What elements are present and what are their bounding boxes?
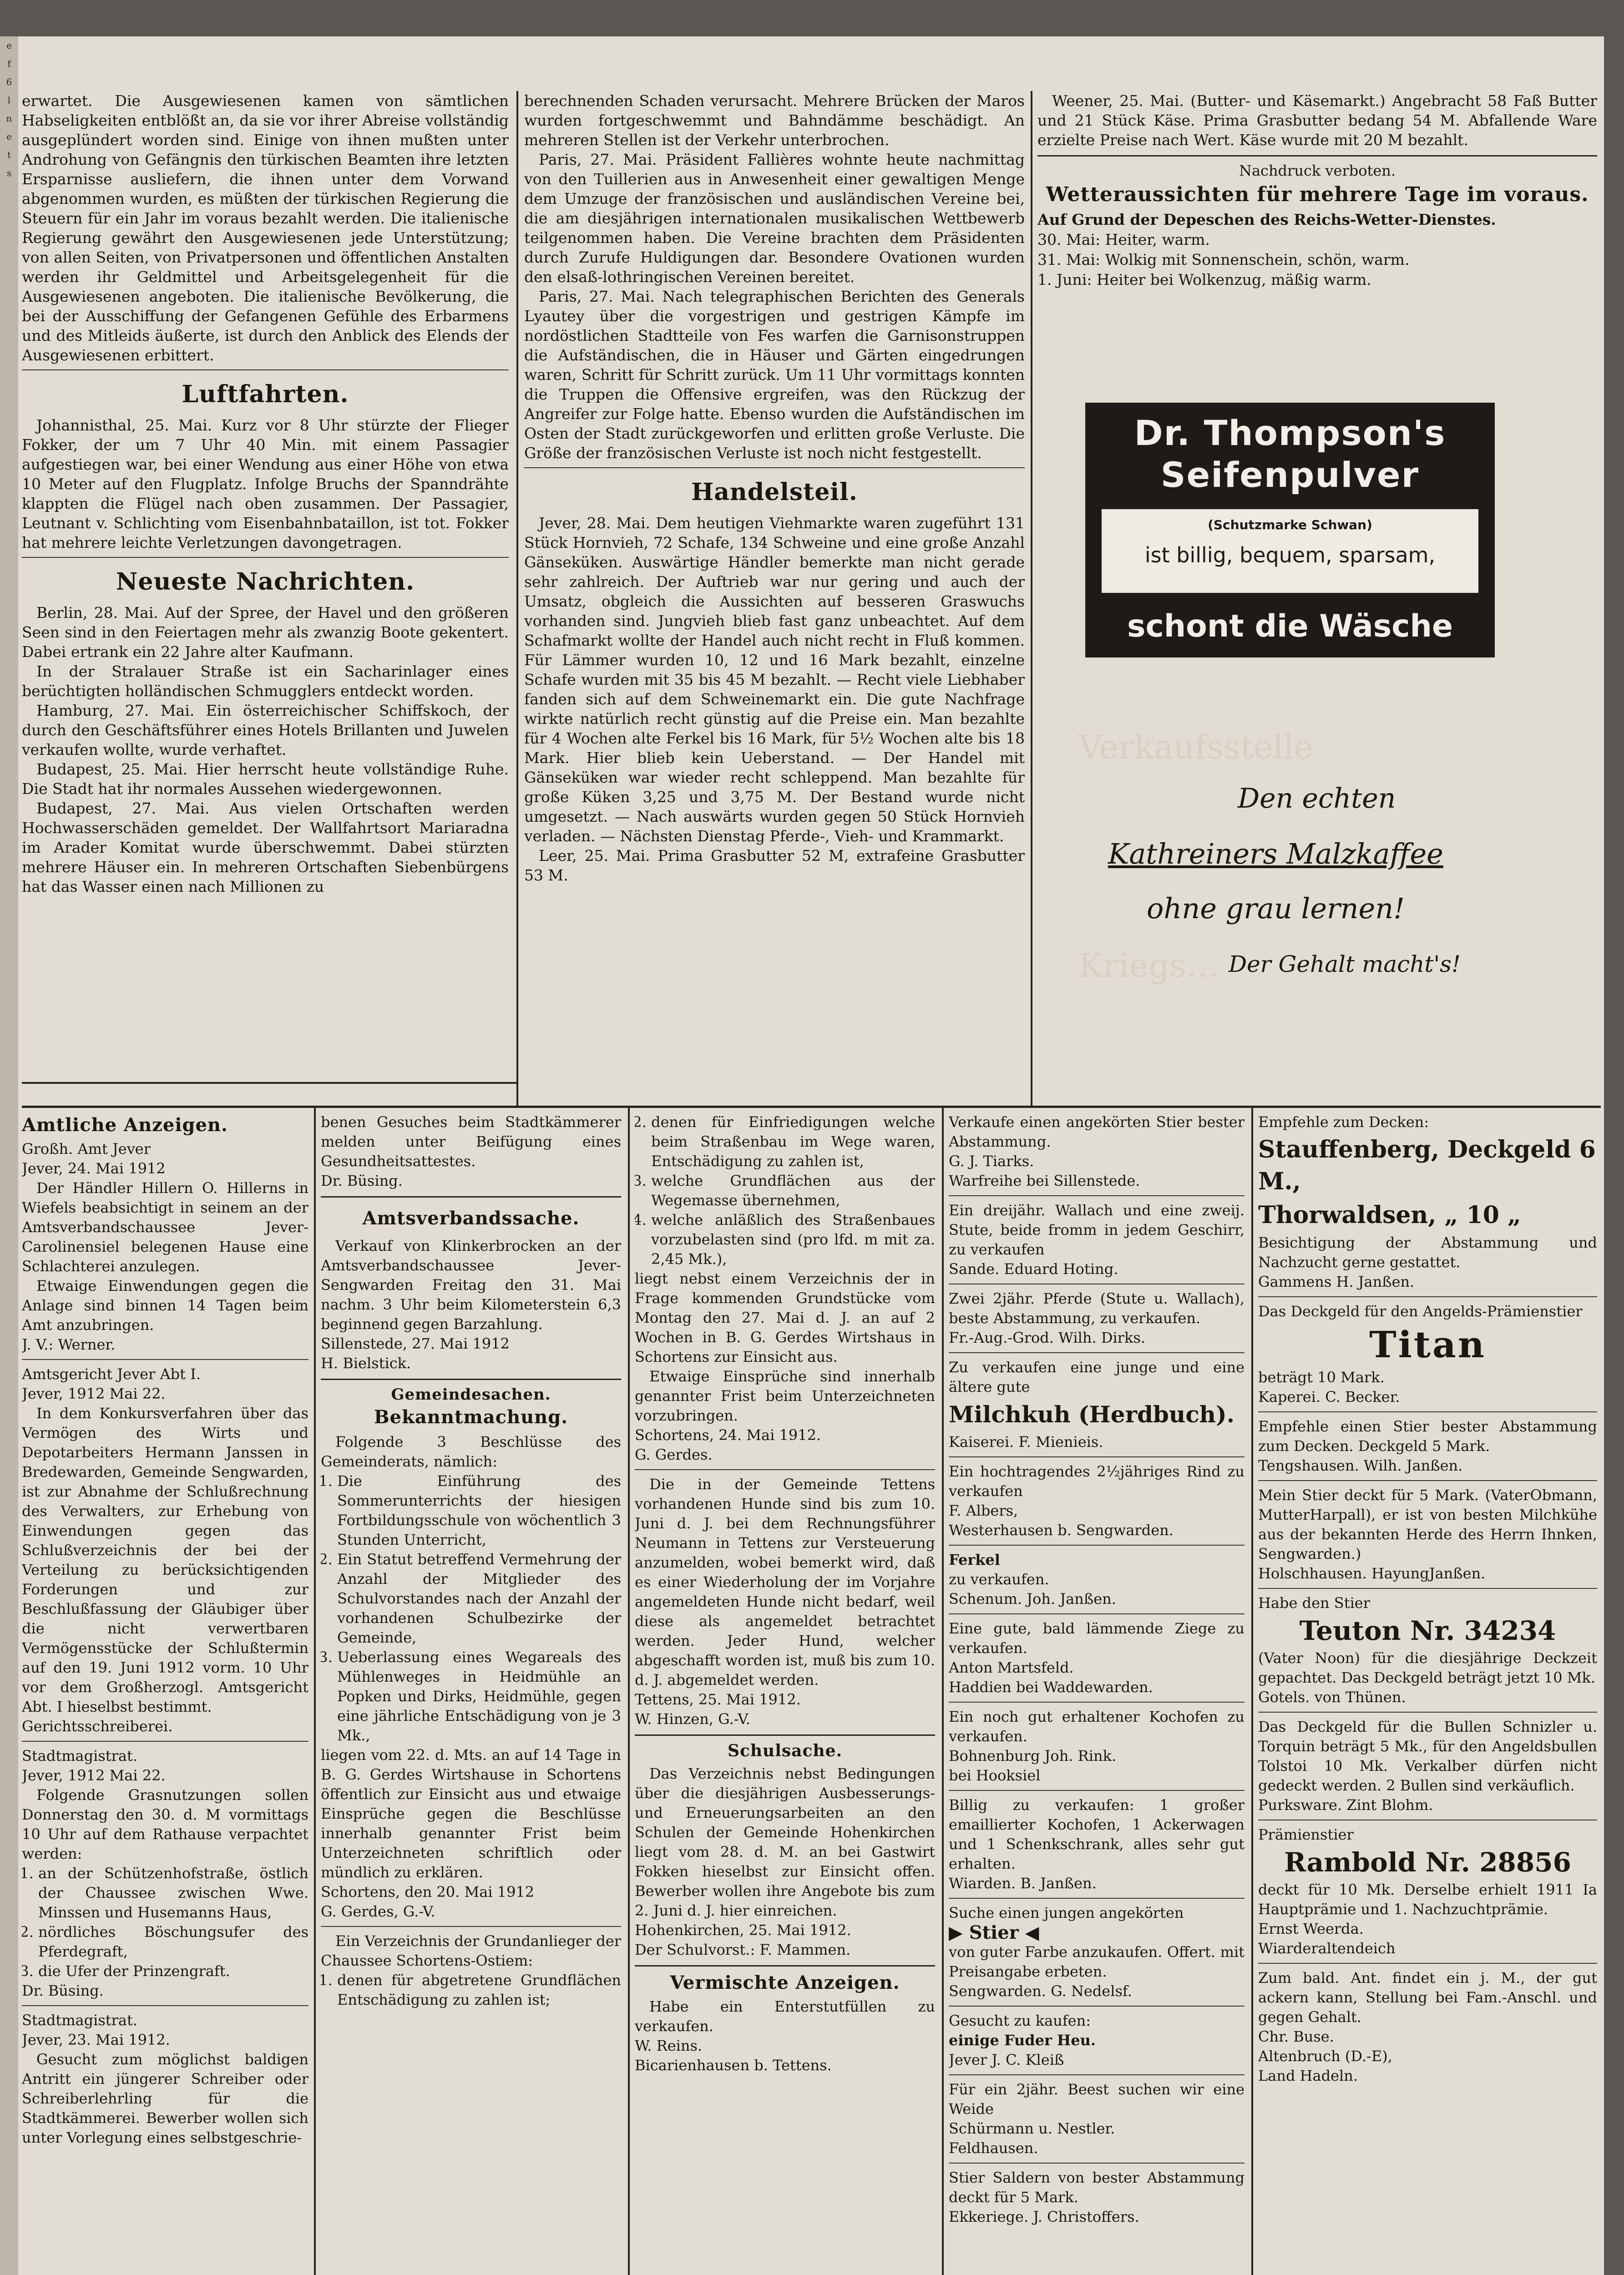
- classified-signature: Schürmann u. Nestler.: [949, 2120, 1115, 2137]
- classified-text: Zu verkaufen eine junge und eine ältere gute: [949, 1359, 1245, 1395]
- divider: [635, 1734, 935, 1736]
- list-item: 4. welche anläßlich des Straßenbaues vorzubelasten sind (pro lfd. m mit za. 2,45 Mk.),: [651, 1210, 935, 1269]
- divider: [1258, 1588, 1597, 1589]
- classified-text: Zum bald. Ant. findet ein j. M., der gut ackern kann, Stellung bei Fam.-Anschl. und gegen Gehalt.: [1258, 1969, 1597, 2026]
- notice-text: Die in der Gemeinde Tettens vorhandenen Hunde sind bis zum 10. Juni d. J. bei dem Rechnungsführer Neumann in Tettens zur Versteuerung anzumelden, wobei bemerkt wird, daß es einer Wiederholung der im Vorjahre angemeldeten Hunde nicht bedarf, weil diese als angemeldet betrachtet werden. Jeder Hund, welcher abgeschafft worden ist, muß bis zum 10. d. J. abgemeldet werden.: [635, 1476, 935, 1689]
- notice-text: Ein Verzeichnis der Grundanlieger der Chaussee Schortens-Ostiem:: [321, 1932, 621, 1969]
- soap-advertisement: [1085, 403, 1495, 657]
- classified-headline: einige Fuder Heu.: [949, 2032, 1096, 2049]
- column-divider: [1251, 1108, 1253, 2275]
- notice-date: Jever, 23. Mai 1912.: [22, 2031, 170, 2048]
- page-edge-strip: e f 6 l n e t s: [0, 36, 18, 2275]
- notice-text: liegt nebst einem Verzeichnis der in Frage kommenden Grundstücke vom Montag den 27. Mai d. J. an auf 2 Wochen in B. G. Gerdes Wirtshaus in Schortens zur Einsicht aus.: [635, 1270, 935, 1365]
- divider: [949, 1898, 1245, 1899]
- divider: [949, 2074, 1245, 2075]
- section-divider: [22, 1082, 518, 1084]
- classified-text: von guter Farbe anzukaufen. Offert. mit Preisangabe erbeten.: [949, 1943, 1245, 1980]
- notice-place-date: Schortens, 24. Mai 1912.: [635, 1426, 821, 1444]
- weather-day: 30. Mai: Heiter, warm.: [1037, 231, 1210, 248]
- section-divider: [22, 1106, 1601, 1108]
- classified-signature: Holschhausen. HayungJanßen.: [1258, 1565, 1486, 1582]
- divider: [1258, 1963, 1597, 1964]
- market-weener: Weener, 25. Mai. (Butter- und Käsemarkt.) Angebracht 58 Faß Butter und 21 Stück Käse. Prima Grasbutter bedang 54 M. Abfallende Ware erzielte Preise nach Wert. Käse wurde mit 20 M bezahlt.: [1037, 92, 1597, 149]
- notice-text: Etwaige Einwendungen gegen die Anlage sind binnen 14 Tagen beim Amt anzubringen.: [22, 1277, 309, 1334]
- column-divider: [1031, 91, 1032, 1106]
- classified-place: bei Hooksiel: [949, 1767, 1041, 1784]
- notice-place-date: Tettens, 25. Mai 1912.: [635, 1691, 801, 1708]
- bull-icon: ◀: [1018, 1922, 1039, 1943]
- top-column-1: [22, 91, 509, 1090]
- list-item: 3. welche Grundflächen aus der Wegemasse übernehmen,: [651, 1171, 935, 1210]
- classified-text: Mein Stier deckt für 5 Mark. (VaterObmann, MutterHarpall), er ist von besten Milchkühe aus der bekannten Herde des Herrn Ihnken, Sengwarden.): [1258, 1486, 1597, 1562]
- notice-text: liegen vom 22. d. Mts. an auf 14 Tage in B. G. Gerdes Wirtshause in Schortens öffentlich zur Einsicht aus und etwaige Einsprüche gegen die Beschlüsse innerhalb genannter Frist beim Unterzeichneten schriftlich oder mündlich zu erklären.: [321, 1746, 621, 1881]
- list-item: 2. nördliches Böschungsufer des Pferdegraft,: [38, 1922, 309, 1962]
- classified-text: Eine gute, bald lämmende Ziege zu verkaufen.: [949, 1620, 1245, 1657]
- heading-schulsache: Schulsache.: [727, 1741, 843, 1760]
- classified-signature: F. Albers,: [949, 1502, 1018, 1519]
- news-item: Budapest, 27. Mai. Aus vielen Ortschaften werden Hochwasserschäden gemeldet. Der Wallfahrtsort Mariaradna im Arader Komitat wurde überschwemmt. Dabei stürzten mehrere Häuser ein. In mehreren Ortschaften Siebenbürgens hat das Wasser einen nach Millionen zu: [22, 799, 509, 895]
- notice-text: Das Verzeichnis nebst Bedingungen über die diesjährigen Ausbesserungs- und Erneuerungsarbeiten an den Schulen der Gemeinde Hohenkirchen liegt vom 28. d. M. an bei Gastwirt Fokken hieselbst zur Einsicht offen. Bewerber wollen ihre Angebote bis zum 2. Juni d. J. hier einreichen.: [635, 1765, 935, 1919]
- notice-text: Folgende 3 Beschlüsse des Gemeinderats, nämlich:: [321, 1433, 621, 1470]
- landowner-list: [321, 1971, 621, 2010]
- heading-amtsverbandssache: Amtsverbandssache.: [362, 1208, 580, 1229]
- divider: [22, 2005, 309, 2006]
- classified-place: Haddien bei Waddewarden.: [949, 1678, 1153, 1696]
- weather-day: 1. Juni: Heiter bei Wolkenzug, mäßig warm.: [1037, 271, 1371, 288]
- classified-text: Habe den Stier: [1258, 1594, 1371, 1612]
- notice-text: In dem Konkursverfahren über das Vermögen des Wirts und Depotarbeiters Hermann Janssen in Bredewarden, Gemeinde Sengwarden, ist zur Abnahme der Schlußrechnung des Verwalters, zur Erhebung von Einwendungen gegen das Schlußverzeichnis der bei der Verteilung zu berücksichtigenden Forderungen und zur Beschlußfassung der Gläubiger über die nicht verwertbaren Vermögensstücke der Schlußtermin auf den 19. Juni 1912 vorm. 10 Uhr vor dem Großherzogl. Amtsgericht Abt. I hieselbst bestimmt.: [22, 1405, 309, 1715]
- divider: [635, 1469, 935, 1470]
- classified-text: Verkaufe einen angekörten Stier bester Abstammung.: [949, 1113, 1245, 1150]
- notice-text: Gesucht zum möglichst baldigen Antritt ein jüngerer Schreiber oder Schreiberlehrling für die Stadtkämmerei. Bewerber wollen sich unter Vorlegung eines selbstgeschrie-: [22, 2051, 309, 2146]
- classified-signature: Fr.-Aug.-Grod. Wilh. Dirks.: [949, 1329, 1146, 1346]
- weather-title: Wetteraussichten für mehrere Tage im voraus.: [1046, 183, 1589, 206]
- news-item: Berlin, 28. Mai. Auf der Spree, der Havel und den größeren Seen sind in den Feiertagen mehr als zwanzig Boote gekentert. Dabei ertrank ein 22 Jahre alter Kaufmann.: [22, 604, 509, 661]
- notice-date: Jever, 24. Mai 1912: [22, 1160, 166, 1177]
- bull-icon: ▶: [949, 1922, 969, 1943]
- classified-signature: Kaiserei. F. Mienieis.: [949, 1433, 1103, 1451]
- classified-text: beträgt 10 Mark.: [1258, 1369, 1385, 1386]
- notice-signature: Der Schulvorst.: F. Mammen.: [635, 1941, 851, 1958]
- classified-headline: [949, 1923, 1245, 1942]
- classified-signature: Schenum. Joh. Janßen.: [949, 1590, 1116, 1608]
- classified-signature: G. J. Tiarks.: [949, 1153, 1034, 1170]
- newspaper-page: [18, 36, 1604, 2275]
- classified-headline-text: Stier: [969, 1922, 1019, 1943]
- list-item: 2. denen für Einfriedigungen welche beim Straßenbau im Wege waren, Entschädigung zu zahlen ist,: [651, 1112, 935, 1171]
- list-item: 1. denen für abgetretene Grundflächen Entschädigung zu zahlen ist;: [337, 1971, 621, 2010]
- heading-handelsteil: Handelsteil.: [691, 478, 858, 506]
- notice-signature: G. Gerdes, G.-V.: [321, 1903, 435, 1920]
- malzkaffee-script-line1: Den echten: [1238, 783, 1396, 814]
- office-name: Stadtmagistrat.: [22, 2012, 138, 2029]
- soap-trademark: (Schutzmarke Schwan): [1208, 517, 1372, 532]
- news-paris-2: Paris, 27. Mai. Nach telegraphischen Berichten des Generals Lyautey über die vorgestrigen und gestrigen Kämpfe im nordöstlichen Stadtteile von Fes warfen die Garnisonstruppen die Aufständischen, die in Häuser und Gärten eingedrungen waren, Schritt für Schritt zurück. Um 11 Uhr vormittags konnten die Truppen die Offensive ergreifen, was den Rückzug der Angreifer zur Folge hatte. Ebenso wurden die Aufständischen im Osten der Stadt zurückgeworfen und erlitten große Verluste. Die Größe der französischen Verluste ist noch nicht festgestellt.: [524, 288, 1025, 462]
- notice-place-date: Sillenstede, 27. Mai 1912: [321, 1335, 510, 1352]
- classified-text: deckt für 10 Mk. Derselbe erhielt 1911 Ia Hauptprämie und 1. Nachzuchtprämie.: [1258, 1881, 1597, 1918]
- news-item: Budapest, 25. Mai. Hier herrscht heute vollständige Ruhe. Die Stadt hat ihr normales Aussehen wiedergewonnen.: [22, 760, 509, 798]
- classified-signature: Tengshausen. Wilh. Janßen.: [1258, 1457, 1463, 1474]
- soap-brand-line1: Dr. Thompson's: [1134, 413, 1446, 453]
- news-item: In der Stralauer Straße ist ein Sacharinlager eines berüchtigten holländischen Schmugglers entdeckt worden.: [22, 662, 509, 700]
- divider: [949, 1456, 1245, 1457]
- classified-text: zu verkaufen.: [949, 1571, 1049, 1588]
- heading-vermischte-anzeigen: Vermischte Anzeigen.: [670, 1972, 900, 1993]
- divider: [22, 557, 509, 558]
- heading-neueste-nachrichten: Neueste Nachrichten.: [116, 568, 415, 596]
- classified-text: Suche einen jungen angekörten: [949, 1904, 1184, 1921]
- classified-signature: Sande. Eduard Hoting.: [949, 1260, 1118, 1278]
- divider: [1258, 1296, 1597, 1297]
- bleed-through-text: Verkaufsstelle: [1078, 728, 1314, 766]
- soap-slogan: ist billig, bequem, sparsam,: [1144, 543, 1436, 567]
- classified-text: Das Deckgeld für die Bullen Schnizler u. Torquin beträgt 5 Mk., für den Angeldsbullen Tolstoi 10 Mk. Verkalber dürfen nicht gedeckt werden. 2 Bullen sind verkäuflich.: [1258, 1718, 1597, 1794]
- classified-place: Warfreihe bei Sillenstede.: [949, 1172, 1140, 1189]
- classified-headline: Milchkuh (Herdbuch).: [949, 1401, 1235, 1428]
- landowner-list-continued: [635, 1112, 935, 1269]
- divider: [949, 1613, 1245, 1614]
- weather-source: Auf Grund der Depeschen des Reichs-Wetter-Dienstes.: [1037, 211, 1496, 228]
- classified-text: Ein hochtragendes 2½jähriges Rind zu verkaufen: [949, 1463, 1245, 1500]
- bottom-column-3: [635, 1112, 935, 2275]
- grazing-list: [22, 1864, 309, 1981]
- notice-date: Jever, 1912 Mai 22.: [22, 1385, 166, 1402]
- column-divider: [942, 1108, 944, 2275]
- classified-text: Habe ein Enterstutfüllen zu verkaufen.: [635, 1998, 935, 2035]
- divider: [949, 1702, 1245, 1703]
- notice-text: Etwaige Einsprüche sind innerhalb genannter Frist beim Unterzeichneten vorzubringen.: [635, 1368, 935, 1424]
- classified-headline: Teuton Nr. 34234: [1299, 1615, 1556, 1646]
- classified-signature: Sengwarden. G. Nedelsf.: [949, 1982, 1132, 2000]
- classified-place: Westerhausen b. Sengwarden.: [949, 1522, 1174, 1539]
- malzkaffee-script-line3: ohne grau lernen!: [1147, 892, 1405, 925]
- list-item: 3. Ueberlassung eines Wegareals des Mühlenweges in Heidmühle an Popken und Dirks, Heidmühle, gegen eine jährliche Entschädigung von je 3 Mk.,: [337, 1648, 621, 1745]
- heading-amtliche-anzeigen: Amtliche Anzeigen.: [22, 1114, 228, 1136]
- column-divider: [516, 91, 518, 1106]
- column-divider: [314, 1108, 316, 2275]
- notice-signature: Dr. Büsing.: [321, 1172, 403, 1189]
- divider: [22, 1741, 309, 1742]
- divider: [1258, 1480, 1597, 1481]
- classified-signature: Gammens H. Janßen.: [1258, 1273, 1415, 1290]
- classified-text: Empfehle zum Decken:: [1258, 1113, 1429, 1131]
- notice-signature: Dr. Büsing.: [22, 1982, 104, 1999]
- market-jever: Jever, 28. Mai. Dem heutigen Viehmarkte waren zugeführt 131 Stück Hornvieh, 72 Schafe, 134 Schweine und eine große Anzahl Gänseküken. Auswärtige Händler bemerkte man nicht gerade sehr zahlreich. Der Auftrieb war nur gering und auch der Umsatz, obgleich die Aussichten auf besseren Graswuchs vorhanden sind. Jungvieh blieb fast ganz unbeachtet. Auf dem Schafmarkt wollte der Handel auch nicht recht in Fluß kommen. Für Lämmer wurden 10, 12 und 16 Mark bezahlt, einzelne Schafe wurden mit 35 bis 45 M bezahlt. — Recht viele Liebhaber fanden sich auf dem Schweinemarkt ein. Die gute Nachfrage wirkte natürlich recht günstig auf die Preise ein. Man bezahlte für 4 Wochen alte Ferkel bis 16 Mark, für 5½ Wochen alte bis 18 Mark. Hier blieb kein Ueberstand. — Der Handel mit Gänseküken war wieder recht schleppend. Man bezahlte für große Küken 3,25 und 3,75 M. Der Bestand wurde nicht umgesetzt. — Nach auswärts wurden gegen 50 Stück Hornvieh verladen. — Nächsten Dienstag Pferde-, Vieh- und Krammarkt.: [524, 514, 1025, 845]
- classified-text: Gesucht zu kaufen:: [949, 2012, 1091, 2029]
- article-continuation: berechnenden Schaden verursacht. Mehrere Brücken der Maros wurden fortgeschwemmt und Bahndämme beschädigt. An mehreren Stellen ist der Verkehr unterbrochen.: [524, 92, 1025, 149]
- article-intro: erwartet. Die Ausgewiesenen kamen von sämtlichen Habseligkeiten entblößt an, da sie vor ihrer Abreise vollständig ausgeplündert worden sind. Einige von ihnen mußten unter Androhung von Gefängnis den türkischen Beamten ihre letzten Ersparnisse ausliefern, die ihnen unter dem Vorwand abgenommen wurden, es müßten der türkischen Regierung die Steuern für ein Jahr im voraus bezahlt werden. Die italienische Regierung gewährt den Ausgewiesenen jede Unterstützung; von allen Seiten, von Privatpersonen und öffentlichen Anstalten werden ihr Geldmittel und Arbeitsgelegenheit für die Ausgewiesenen angeboten. Die italienische Bevölkerung, die bei der Ausschiffung der Gefangenen Gefühle des Erbarmens und des Mitleids äußerte, ist durch den Anblick des Elends der Ausgewiesenen erbittert.: [22, 92, 509, 364]
- classified-signature: Gotels. von Thünen.: [1258, 1689, 1406, 1706]
- classified-signature: Chr. Buse.: [1258, 2028, 1334, 2045]
- divider: [321, 1379, 621, 1380]
- malzkaffee-script-line4: Der Gehalt macht's!: [1229, 951, 1461, 977]
- classified-signature: Jever J. C. Kleiß: [949, 2051, 1064, 2068]
- heading-gemeindesachen: Gemeindesachen.: [391, 1385, 551, 1404]
- notice-place-date: Schortens, den 20. Mai 1912: [321, 1883, 535, 1901]
- classified-place: Feldhausen.: [949, 2139, 1038, 2157]
- heading-luftfahrten: Luftfahrten.: [182, 380, 349, 408]
- bottom-column-1: [22, 1112, 309, 2275]
- notice-signature: H. Bielstick.: [321, 1355, 411, 1372]
- notice-text: Der Händler Hillern O. Hillerns in Wiefels beabsichtigt in seinem an der Amtsverbandschaussee Jever-Carolinensiel belegenen Hause eine Schlachterei anzulegen.: [22, 1179, 309, 1275]
- classified-text: Prämienstier: [1258, 1826, 1354, 1843]
- soap-claim: schont die Wäsche: [1127, 608, 1453, 644]
- divider: [1258, 1411, 1597, 1412]
- resolution-list: [321, 1471, 621, 1745]
- classified-text: Ein noch gut erhaltener Kochofen zu verkaufen.: [949, 1708, 1245, 1745]
- notice-text: Verkauf von Klinkerbrocken an der Amtsverbandschaussee Jever-Sengwarden Freitag den 31. Mai nachm. 3 Uhr beim Kilometerstein 6,3 beginnend gegen Barzahlung.: [321, 1237, 621, 1333]
- classified-place: Land Hadeln.: [1258, 2067, 1358, 2084]
- classified-headline: Stauffenberg, Deckgeld 6 M.,: [1258, 1136, 1596, 1195]
- classified-text: Billig zu verkaufen: 1 großer emaillierter Kochofen, 1 Ackerwagen und 1 Schenkschrank, alles sehr gut erhalten.: [949, 1796, 1245, 1872]
- column-divider: [628, 1108, 630, 2275]
- divider: [321, 1926, 621, 1927]
- classified-place: Bicarienhausen b. Tettens.: [635, 2057, 832, 2074]
- classified-signature: Wiarden. B. Janßen.: [949, 1875, 1097, 1892]
- classified-signature: Ernst Weerda.: [1258, 1920, 1364, 1937]
- malzkaffee-script-line2: Kathreiners Malzkaffee: [1108, 837, 1443, 870]
- classified-headline: Thorwaldsen, „ 10 „: [1258, 1201, 1521, 1229]
- divider: [22, 369, 509, 370]
- market-leer: Leer, 25. Mai. Prima Grasbutter 52 M, extrafeine Grasbutter 53 M.: [524, 847, 1025, 884]
- classified-text: Stier Saldern von bester Abstammung deckt für 5 Mark.: [949, 2169, 1245, 2206]
- news-item: Hamburg, 27. Mai. Ein österreichischer Schiffskoch, der durch den Geschäftsführer eines Hotels Brillanten und Juwelen verkaufen wollte, wurde verhaftet.: [22, 702, 509, 758]
- divider: [524, 467, 1025, 468]
- classified-text: Zwei 2jähr. Pferde (Stute u. Wallach), beste Abstammung, zu verkaufen.: [949, 1290, 1245, 1327]
- weather-forecast: [1037, 210, 1597, 290]
- notice-text: benen Gesuches beim Stadtkämmerer melden unter Beifügung eines Gesundheitsattestes.: [321, 1113, 621, 1170]
- notice-date: Jever, 1912 Mai 22.: [22, 1767, 166, 1784]
- reprint-notice: Nachdruck verboten.: [1239, 162, 1396, 179]
- classified-headline: Rambold Nr. 28856: [1284, 1847, 1571, 1878]
- notice-signature: J. V.: Werner.: [22, 1336, 116, 1353]
- bottom-column-4: [949, 1112, 1245, 2275]
- classified-text: Empfehle einen Stier bester Abstammung zum Decken. Deckgeld 5 Mark.: [1258, 1418, 1597, 1455]
- bleed-through-text: Kriegs…: [1078, 946, 1219, 985]
- top-column-2: [524, 91, 1025, 1106]
- divider: [22, 1359, 309, 1360]
- classified-signature: Anton Martsfeld.: [949, 1659, 1074, 1676]
- classified-text: Das Deckgeld für den Angelds-Prämienstier: [1258, 1303, 1583, 1320]
- divider: [1037, 155, 1597, 157]
- article-luftfahrten: Johannisthal, 25. Mai. Kurz vor 8 Uhr stürzte der Flieger Fokker, der um 7 Uhr 40 Min. mit einem Passagier aufgestiegen war, bei einer Wendung aus einer Höhe von etwa 10 Meter auf den Flugplatz. Infolge Bruchs der Spanndrähte klappten die Flügel nach oben zusammen. Der Passagier, Leutnant v. Schlichting vom Eisenbahnbataillon, ist tot. Fokker hat mehrere leichte Verletzungen davongetragen.: [22, 416, 509, 551]
- classified-signature: Kaperei. C. Becker.: [1258, 1388, 1400, 1405]
- divider: [949, 2163, 1245, 2164]
- divider: [949, 1545, 1245, 1546]
- divider: [1258, 1712, 1597, 1713]
- list-item: 3. die Ufer der Prinzengraft.: [38, 1962, 309, 1981]
- classified-signature: W. Reins.: [635, 2037, 703, 2054]
- classified-place: Altenbruch (D.-E),: [1258, 2048, 1392, 2065]
- classified-text: Ein dreijähr. Wallach und eine zweij. Stute, beide fromm in jedem Geschirr, zu verkaufen: [949, 1202, 1245, 1258]
- office-name: Großh. Amt Jever: [22, 1140, 151, 1158]
- heading-bekanntmachung: Bekanntmachung.: [374, 1406, 568, 1428]
- notice-text: Folgende Grasnutzungen sollen Donnerstag den 30. d. M vormittags 10 Uhr auf dem Rathause verpachtet werden:: [22, 1786, 309, 1862]
- list-item: 1. Die Einführung des Sommerunterrichts der hiesigen Fortbildungsschule von wöchentlich 3 Stunden Unterricht,: [337, 1471, 621, 1550]
- divider: [949, 1352, 1245, 1353]
- notice-signature: Gerichtsschreiberei.: [22, 1718, 173, 1735]
- divider: [321, 1196, 621, 1198]
- office-name: Stadtmagistrat.: [22, 1747, 138, 1764]
- divider: [949, 2006, 1245, 2007]
- divider: [949, 1790, 1245, 1791]
- bottom-column-5: [1258, 1112, 1597, 2275]
- list-item: 1. an der Schützenhofstraße, östlich der Chaussee zwischen Wwe. Minssen und Husemanns Haus,: [38, 1864, 309, 1922]
- classified-text: (Vater Noon) für die diesjährige Deckzeit gepachtet. Das Deckgeld beträgt jetzt 10 Mk.: [1258, 1649, 1597, 1686]
- bottom-column-2: [321, 1112, 621, 2275]
- classified-text: Für ein 2jähr. Beest suchen wir eine Weide: [949, 2081, 1245, 2118]
- news-paris-1: Paris, 27. Mai. Präsident Fallières wohnte heute nachmittag von den Tuillerien aus in Anwesenheit einer gewaltigen Menge dem Umzuge der französischen und ausländischen Vereine bei, die am diesjährigen internationalen musikalischen Wettbewerb teilgenommen haben. Die Vereine brachten dem Präsidenten durch Zurufe Huldigungen dar. Besondere Ovationen wurden den elsaß-lothringischen Vereinen bereitet.: [524, 151, 1025, 286]
- classified-place: Wiarderaltendeich: [1258, 1940, 1396, 1957]
- list-item: 2. Ein Statut betreffend Vermehrung der Anzahl der Mitglieder des Schulvorstandes nach der Anzahl der vorhandenen Schulbezirke der Gemeinde,: [337, 1550, 621, 1648]
- notice-place-date: Hohenkirchen, 25. Mai 1912.: [635, 1921, 851, 1939]
- classified-headline: Titan: [1369, 1323, 1486, 1366]
- weather-day: 31. Mai: Wolkig mit Sonnenschein, schön, warm.: [1037, 251, 1410, 268]
- classified-text: Besichtigung der Abstammung und Nachzucht gerne gestattet.: [1258, 1234, 1597, 1271]
- notice-signature: G. Gerdes.: [635, 1446, 713, 1463]
- divider: [635, 1965, 935, 1967]
- court-name: Amtsgericht Jever Abt I.: [22, 1365, 201, 1383]
- classified-signature: Ekkeriege. J. Christoffers.: [949, 2208, 1139, 2225]
- divider: [949, 1195, 1245, 1196]
- classified-signature: Bohnenburg Joh. Rink.: [949, 1747, 1117, 1764]
- classified-signature: Purksware. Zint Blohm.: [1258, 1796, 1433, 1814]
- soap-brand-line2: Seifenpulver: [1160, 455, 1420, 495]
- classified-headline: Ferkel: [949, 1551, 1000, 1568]
- notice-signature: W. Hinzen, G.-V.: [635, 1710, 750, 1728]
